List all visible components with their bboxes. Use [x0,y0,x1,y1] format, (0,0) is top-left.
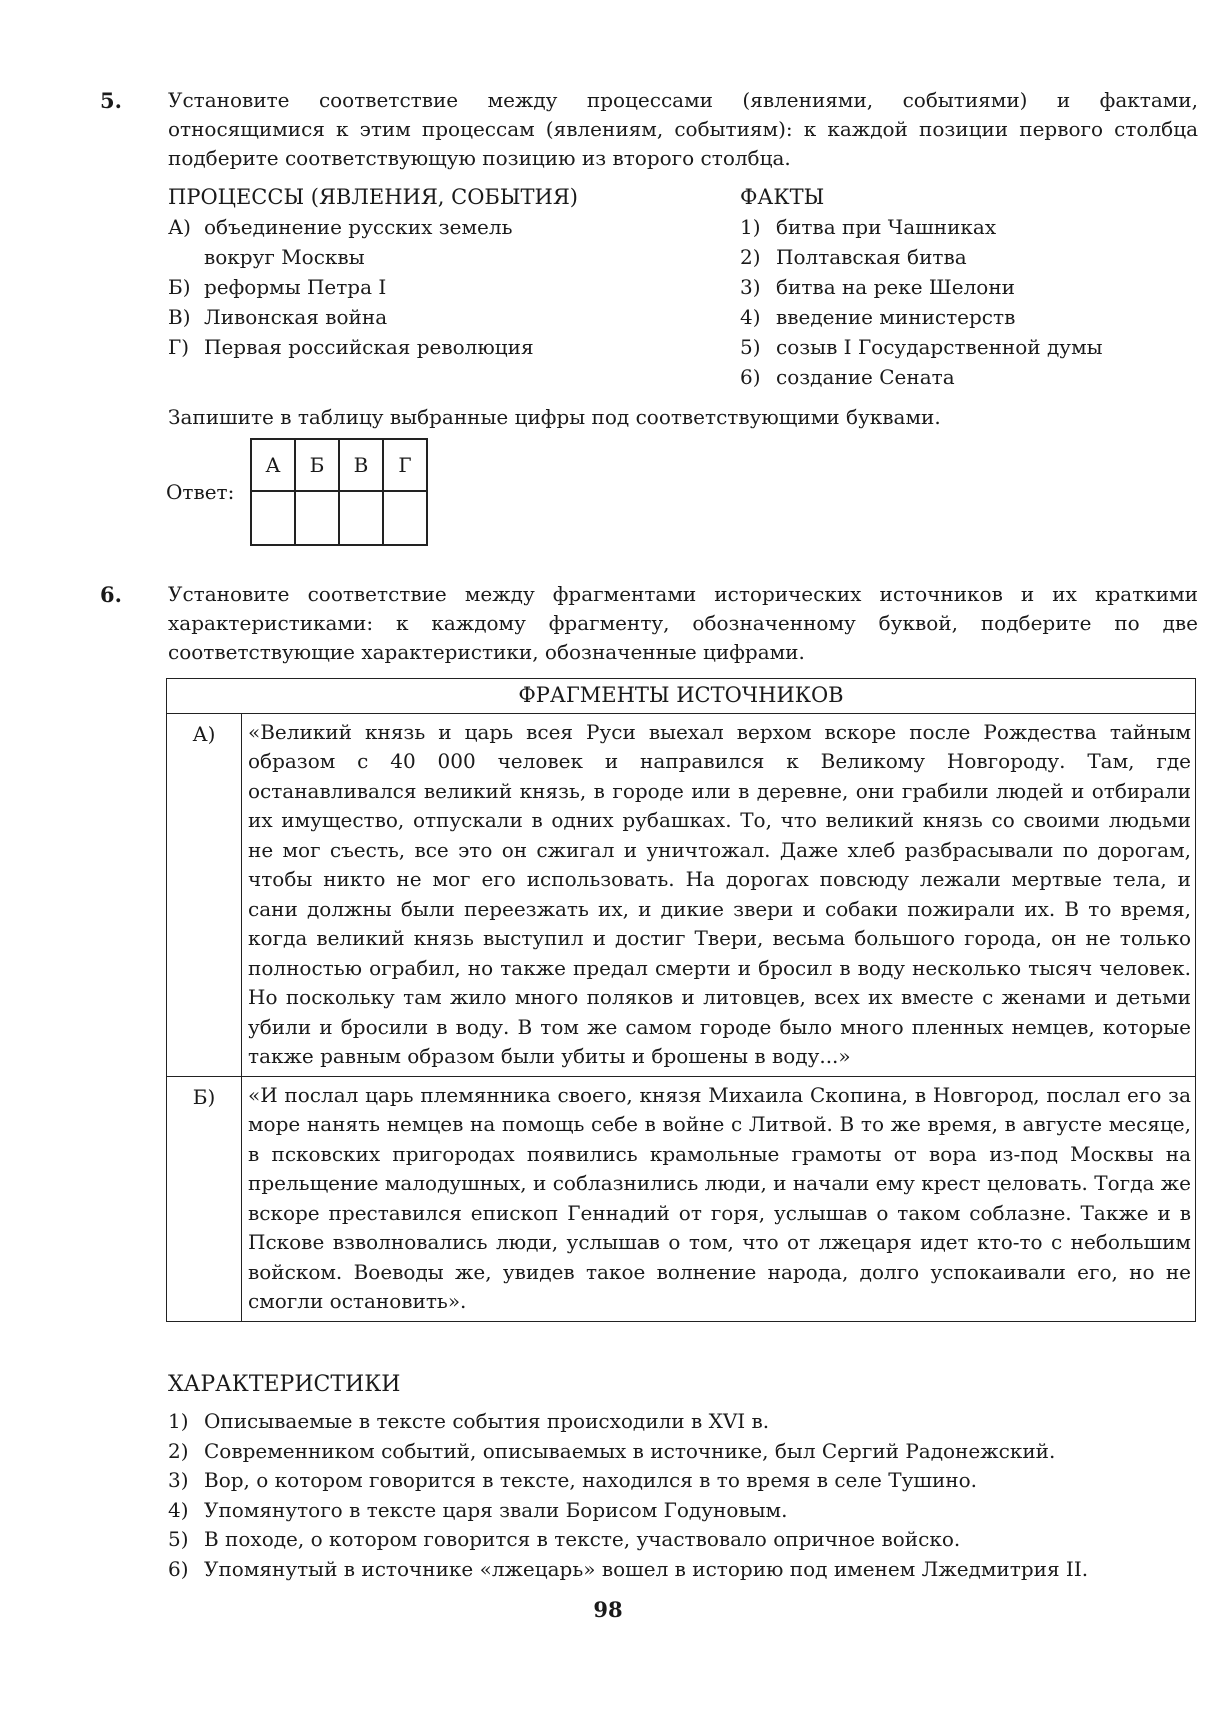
process-item: Б) реформы Петра I [168,275,387,299]
fragments-table [166,678,1196,1322]
answer-cell-v[interactable] [339,491,383,545]
process-item-continuation: вокруг Москвы [204,245,365,269]
characteristic-item: 5) В походе, о котором говорится в тексте, участвовало опричное войско. [168,1527,961,1551]
answer-table [250,438,428,546]
characteristics [168,1372,1198,1584]
task-stem: Установите соответствие между фрагментами исторических источников и их краткими характеристиками: к каждому фрагменту, обозначенному буквой, подберите по две соответствующие характеристики, обозначенные цифрами. [168,582,1198,664]
fragment-label: А) [167,713,242,1076]
answer-instruction: Запишите в таблицу выбранные цифры под соответствующими буквами. [168,405,941,429]
fact-item: 3) битва на реке Шелони [740,275,1015,299]
characteristic-item: 1) Описываемые в тексте события происходили в XVI в. [168,1409,770,1433]
characteristic-item: 6) Упомянутый в источнике «лжецарь» вошел в историю под именем Лжедмитрия II. [168,1556,1089,1581]
characteristics-title: ХАРАКТЕРИСТИКИ [168,1372,401,1397]
answer-header-v: В [339,439,383,491]
task-number: 5. [100,88,122,113]
characteristic-item: 2) Современником событий, описываемых в источнике, был Сергий Радонежский. [168,1438,1056,1463]
answer-cell-a[interactable] [251,491,295,545]
fragment-label: Б) [167,1076,242,1321]
answer-cell-b[interactable] [295,491,339,545]
fact-item: 2) Полтавская битва [740,245,967,269]
fact-item: 4) введение министерств [740,305,1016,329]
characteristic-item: 4) Упомянутого в тексте царя звали Борисом Годуновым. [168,1497,788,1522]
answer-label: Ответ: [166,480,235,504]
processes-header: ПРОЦЕССЫ (ЯВЛЕНИЯ, СОБЫТИЯ) [168,185,579,209]
fact-item: 5) созыв I Государственной думы [740,335,1103,359]
answer-header-g: Г [383,439,427,491]
task-number: 6. [100,582,122,607]
facts-header: ФАКТЫ [740,185,825,209]
page-number: 98 [593,1597,623,1622]
fragments-header: ФРАГМЕНТЫ ИСТОЧНИКОВ [167,679,1196,714]
facts-column [740,182,1103,392]
process-item: В) Ливонская война [168,305,388,329]
answer-header-a: А [251,439,295,491]
characteristic-item: 3) Вор, о котором говорится в тексте, находился в то время в селе Тушино. [168,1468,978,1492]
fragment-text: «И послал царь племянника своего, князя Михаила Скопина, в Новгород, послал его за море нанять немцев на помощь себе в войне с Литвой. В то же время, в августе месяце, в псковских пригородах появились крамольные грамоты от вора из-под Москвы на прельщение малодушных, и соблазнились люди, и начали ему крест целовать. Тогда же вскоре преставился епископ Геннадий от горя, услышав о таком соблазне. Также и в Пскове взволновались люди, услышав о том, что от лжецаря идет кто-то с небольшим войском. Воеводы же, увидев такое волнение народа, долго успокаивали его, но не смогли остановить». [242,1076,1196,1321]
answer-header-b: Б [295,439,339,491]
task-stem: Установите соответствие между процессами (явлениями, событиями) и фактами, относящимися к этим процессам (явлениям, событиям): к каждой позиции первого столбца подберите соответствующую позицию из второго столбца. [168,88,1198,170]
fragment-text: «Великий князь и царь всея Руси выехал верхом вскоре после Рождества тайным образом с 40 000 человек и направился к Великому Новгороду. Там, где останавливался великий князь, в городе или в деревне, они грабили людей и отбирали их имущество, отпускали в одних рубашках. То, что великий князь со своими людьми не мог съесть, все это он сжигал и уничтожал. Даже хлеб разбрасывали по дорогам, чтобы никто не мог его использовать. На дорогах повсюду лежали мертвые тела, и сани должны были переезжать их, и дикие звери и собаки пожирали их. В то время, когда великий князь выступил и достиг Твери, весьма большого города, он не только полностью ограбил, но также предал смерти и бросил в воду несколько тысяч человек. Но поскольку там жило много поляков и литовцев, всех их вместе с женами и детьми убили и бросили в воду. В том же самом городе было много пленных немцев, которые также равным образом были убиты и брошены в воду...» [242,713,1196,1076]
process-item: Г) Первая российская революция [168,335,534,359]
fact-item: 1) битва при Чашниках [740,215,997,239]
process-item: А) объединение русских земель [168,215,513,239]
answer-cell-g[interactable] [383,491,427,545]
fact-item: 6) создание Сената [740,365,955,389]
processes-column [168,182,578,362]
